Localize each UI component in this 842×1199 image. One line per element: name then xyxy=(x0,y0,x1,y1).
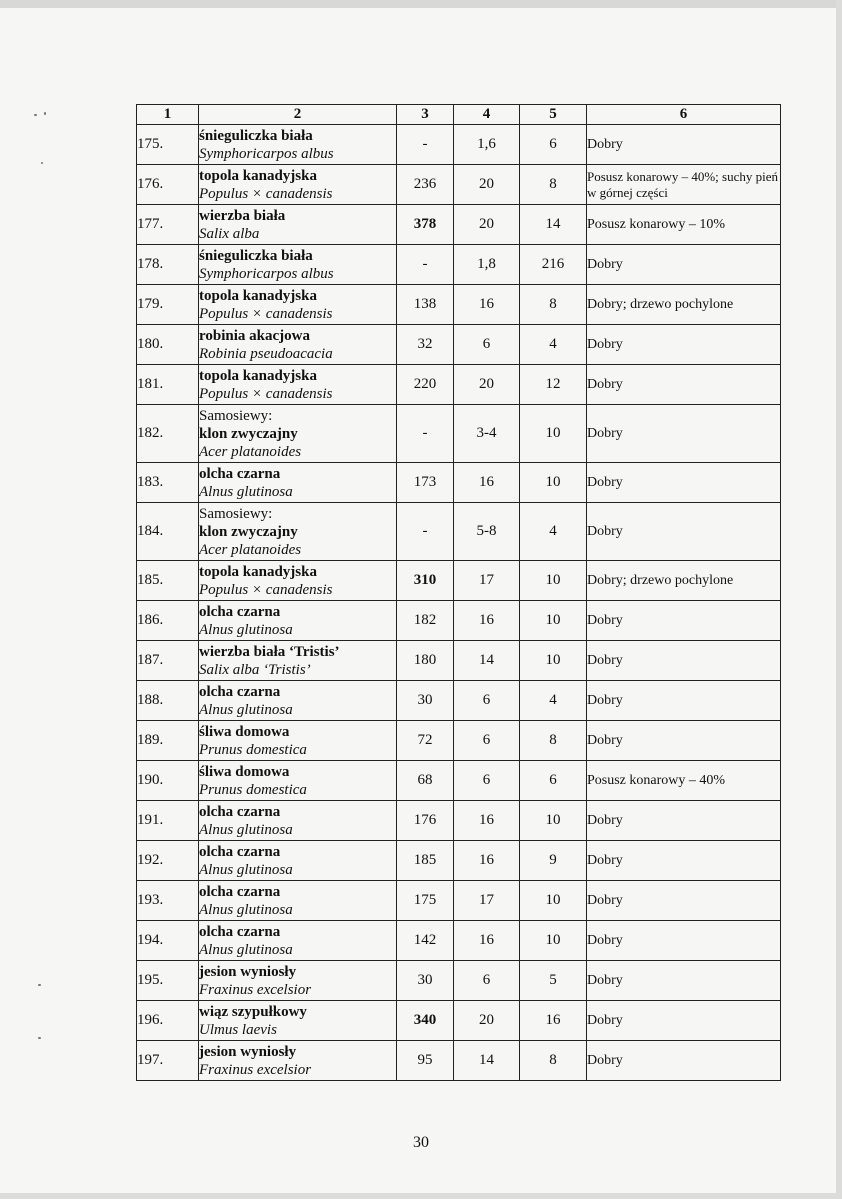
species-cell xyxy=(199,681,397,721)
column-3-value: 180 xyxy=(397,641,454,681)
species-common-name: klon zwyczajny xyxy=(199,523,298,540)
column-4-value: 16 xyxy=(454,285,520,325)
column-3-value: - xyxy=(397,503,454,561)
species-cell xyxy=(199,245,397,285)
column-5-value: 5 xyxy=(520,961,587,1001)
species-latin-name: Fraxinus excelsior xyxy=(199,1061,312,1078)
condition-cell: Dobry; drzewo pochylone xyxy=(587,285,781,325)
species-cell xyxy=(199,761,397,801)
row-number: 176. xyxy=(137,165,199,205)
species-common-name: śnieguliczka biała xyxy=(199,127,313,144)
species-cell xyxy=(199,125,397,165)
species-cell xyxy=(199,285,397,325)
column-5-value: 10 xyxy=(520,463,587,503)
species-common-name: jesion wyniosły xyxy=(199,1043,297,1060)
row-number: 186. xyxy=(137,601,199,641)
condition-cell: Dobry; drzewo pochylone xyxy=(587,561,781,601)
column-4-value: 17 xyxy=(454,881,520,921)
condition-cell: Dobry xyxy=(587,365,781,405)
column-3-value: 95 xyxy=(397,1041,454,1081)
row-number: 189. xyxy=(137,721,199,761)
column-3-value: 138 xyxy=(397,285,454,325)
column-5-value: 9 xyxy=(520,841,587,881)
column-3-value: 236 xyxy=(397,165,454,205)
column-5-value: 4 xyxy=(520,503,587,561)
column-header: 6 xyxy=(587,105,781,125)
condition-cell: Dobry xyxy=(587,245,781,285)
column-4-value: 14 xyxy=(454,641,520,681)
column-3-value: - xyxy=(397,125,454,165)
condition-cell: Dobry xyxy=(587,921,781,961)
species-cell xyxy=(199,205,397,245)
table-row xyxy=(137,801,781,841)
species-common-name: olcha czarna xyxy=(199,843,281,860)
species-cell xyxy=(199,601,397,641)
table-row xyxy=(137,601,781,641)
row-number: 185. xyxy=(137,561,199,601)
column-4-value: 6 xyxy=(454,961,520,1001)
table-row xyxy=(137,503,781,561)
table-row xyxy=(137,1001,781,1041)
column-4-value: 20 xyxy=(454,1001,520,1041)
row-number: 196. xyxy=(137,1001,199,1041)
scan-speck xyxy=(34,114,37,116)
table-row xyxy=(137,365,781,405)
species-common-name: wiąz szypułkowy xyxy=(199,1003,307,1020)
condition-cell: Dobry xyxy=(587,1001,781,1041)
species-cell xyxy=(199,961,397,1001)
row-number: 193. xyxy=(137,881,199,921)
column-4-value: 16 xyxy=(454,841,520,881)
column-3-value: 176 xyxy=(397,801,454,841)
species-cell xyxy=(199,405,397,463)
column-3-value: 30 xyxy=(397,681,454,721)
condition-cell: Posusz konarowy – 40%; suchy pień w górnej części xyxy=(587,165,781,205)
column-5-value: 10 xyxy=(520,561,587,601)
column-3-value: - xyxy=(397,405,454,463)
column-header: 4 xyxy=(454,105,520,125)
column-4-value: 16 xyxy=(454,601,520,641)
species-common-name: topola kanadyjska xyxy=(199,167,317,184)
row-number: 187. xyxy=(137,641,199,681)
column-4-value: 3-4 xyxy=(454,405,520,463)
column-5-value: 12 xyxy=(520,365,587,405)
table-row xyxy=(137,841,781,881)
row-number: 191. xyxy=(137,801,199,841)
column-header: 2 xyxy=(199,105,397,125)
species-common-name: robinia akacjowa xyxy=(199,327,310,344)
column-header: 1 xyxy=(137,105,199,125)
species-latin-name: Alnus glutinosa xyxy=(199,941,293,958)
table-row xyxy=(137,721,781,761)
table-row xyxy=(137,325,781,365)
column-3-value: 310 xyxy=(397,561,454,601)
table-row xyxy=(137,285,781,325)
species-latin-name: Populus × canadensis xyxy=(199,185,333,202)
column-4-value: 20 xyxy=(454,365,520,405)
species-common-name: jesion wyniosły xyxy=(199,963,297,980)
column-3-value: 185 xyxy=(397,841,454,881)
table-row xyxy=(137,463,781,503)
column-5-value: 8 xyxy=(520,721,587,761)
row-number: 195. xyxy=(137,961,199,1001)
species-latin-name: Symphoricarpos albus xyxy=(199,265,334,282)
column-5-value: 4 xyxy=(520,325,587,365)
row-number: 182. xyxy=(137,405,199,463)
species-latin-name: Robinia pseudoacacia xyxy=(199,345,333,362)
scan-speck xyxy=(44,112,46,115)
species-common-name: olcha czarna xyxy=(199,683,281,700)
table-row xyxy=(137,205,781,245)
column-5-value: 8 xyxy=(520,1041,587,1081)
species-common-name: śliwa domowa xyxy=(199,763,290,780)
column-header: 3 xyxy=(397,105,454,125)
species-latin-name: Ulmus laevis xyxy=(199,1021,277,1038)
table-row xyxy=(137,641,781,681)
row-number: 194. xyxy=(137,921,199,961)
column-3-value: 32 xyxy=(397,325,454,365)
scan-top-edge xyxy=(0,0,842,8)
condition-cell: Dobry xyxy=(587,1041,781,1081)
table-row xyxy=(137,761,781,801)
row-number: 183. xyxy=(137,463,199,503)
condition-cell: Dobry xyxy=(587,681,781,721)
species-cell xyxy=(199,463,397,503)
header-row xyxy=(137,105,781,125)
species-cell xyxy=(199,721,397,761)
condition-cell: Dobry xyxy=(587,503,781,561)
scan-right-edge xyxy=(836,0,842,1199)
scan-bottom-edge xyxy=(0,1193,842,1199)
condition-cell: Dobry xyxy=(587,841,781,881)
condition-cell: Dobry xyxy=(587,801,781,841)
species-latin-name: Acer platanoides xyxy=(199,443,302,460)
species-note: Samosiewy: xyxy=(199,505,273,522)
row-number: 177. xyxy=(137,205,199,245)
species-latin-name: Alnus glutinosa xyxy=(199,901,293,918)
species-cell xyxy=(199,325,397,365)
column-5-value: 16 xyxy=(520,1001,587,1041)
page-number: 30 xyxy=(413,1134,429,1151)
condition-cell: Dobry xyxy=(587,601,781,641)
species-common-name: olcha czarna xyxy=(199,603,281,620)
table-row xyxy=(137,561,781,601)
species-latin-name: Salix alba xyxy=(199,225,260,242)
scan-speck xyxy=(41,162,43,164)
species-common-name: olcha czarna xyxy=(199,923,281,940)
column-5-value: 216 xyxy=(520,245,587,285)
row-number: 180. xyxy=(137,325,199,365)
column-5-value: 6 xyxy=(520,125,587,165)
species-cell xyxy=(199,561,397,601)
table-row xyxy=(137,1041,781,1081)
species-cell xyxy=(199,1041,397,1081)
species-latin-name: Acer platanoides xyxy=(199,541,302,558)
column-4-value: 5-8 xyxy=(454,503,520,561)
species-latin-name: Populus × canadensis xyxy=(199,385,333,402)
condition-cell: Posusz konarowy – 10% xyxy=(587,205,781,245)
column-5-value: 10 xyxy=(520,921,587,961)
species-common-name: olcha czarna xyxy=(199,803,281,820)
condition-cell: Dobry xyxy=(587,405,781,463)
species-cell xyxy=(199,641,397,681)
column-4-value: 16 xyxy=(454,801,520,841)
condition-cell: Posusz konarowy – 40% xyxy=(587,761,781,801)
species-common-name: topola kanadyjska xyxy=(199,287,317,304)
species-latin-name: Alnus glutinosa xyxy=(199,483,293,500)
column-4-value: 1,8 xyxy=(454,245,520,285)
condition-cell: Dobry xyxy=(587,961,781,1001)
species-cell xyxy=(199,165,397,205)
species-latin-name: Alnus glutinosa xyxy=(199,701,293,718)
species-latin-name: Alnus glutinosa xyxy=(199,821,293,838)
column-header: 5 xyxy=(520,105,587,125)
species-latin-name: Alnus glutinosa xyxy=(199,621,293,638)
column-3-value: 378 xyxy=(397,205,454,245)
column-3-value: - xyxy=(397,245,454,285)
row-number: 179. xyxy=(137,285,199,325)
species-latin-name: Fraxinus excelsior xyxy=(199,981,312,998)
species-latin-name: Alnus glutinosa xyxy=(199,861,293,878)
table-row xyxy=(137,165,781,205)
row-number: 178. xyxy=(137,245,199,285)
species-common-name: olcha czarna xyxy=(199,465,281,482)
species-cell xyxy=(199,881,397,921)
species-common-name: wierzba biała ‘Tristis’ xyxy=(199,643,340,660)
column-5-value: 14 xyxy=(520,205,587,245)
column-5-value: 6 xyxy=(520,761,587,801)
column-5-value: 8 xyxy=(520,285,587,325)
scan-speck xyxy=(38,1037,41,1039)
column-3-value: 30 xyxy=(397,961,454,1001)
table-row xyxy=(137,681,781,721)
row-number: 181. xyxy=(137,365,199,405)
row-number: 175. xyxy=(137,125,199,165)
row-number: 197. xyxy=(137,1041,199,1081)
column-4-value: 6 xyxy=(454,721,520,761)
column-3-value: 340 xyxy=(397,1001,454,1041)
species-cell xyxy=(199,921,397,961)
species-common-name: wierzba biała xyxy=(199,207,286,224)
column-3-value: 68 xyxy=(397,761,454,801)
column-5-value: 10 xyxy=(520,405,587,463)
column-4-value: 6 xyxy=(454,761,520,801)
species-latin-name: Salix alba ‘Tristis’ xyxy=(199,661,311,678)
condition-cell: Dobry xyxy=(587,881,781,921)
table-row xyxy=(137,961,781,1001)
column-5-value: 10 xyxy=(520,641,587,681)
column-3-value: 142 xyxy=(397,921,454,961)
condition-cell: Dobry xyxy=(587,641,781,681)
column-5-value: 10 xyxy=(520,881,587,921)
condition-cell: Dobry xyxy=(587,721,781,761)
column-3-value: 72 xyxy=(397,721,454,761)
species-cell xyxy=(199,1001,397,1041)
tree-inventory-table xyxy=(136,104,781,1081)
row-number: 184. xyxy=(137,503,199,561)
species-latin-name: Prunus domestica xyxy=(199,781,307,798)
species-common-name: śliwa domowa xyxy=(199,723,290,740)
scan-speck xyxy=(38,984,41,986)
species-latin-name: Populus × canadensis xyxy=(199,581,333,598)
species-note: Samosiewy: xyxy=(199,407,273,424)
species-latin-name: Symphoricarpos albus xyxy=(199,145,334,162)
row-number: 188. xyxy=(137,681,199,721)
table-row xyxy=(137,921,781,961)
row-number: 190. xyxy=(137,761,199,801)
column-4-value: 20 xyxy=(454,205,520,245)
column-3-value: 175 xyxy=(397,881,454,921)
condition-cell: Dobry xyxy=(587,463,781,503)
column-4-value: 20 xyxy=(454,165,520,205)
table-row xyxy=(137,125,781,165)
column-5-value: 8 xyxy=(520,165,587,205)
row-number: 192. xyxy=(137,841,199,881)
column-4-value: 14 xyxy=(454,1041,520,1081)
species-cell xyxy=(199,365,397,405)
condition-cell: Dobry xyxy=(587,125,781,165)
species-cell xyxy=(199,503,397,561)
column-4-value: 6 xyxy=(454,325,520,365)
species-common-name: śnieguliczka biała xyxy=(199,247,313,264)
column-5-value: 4 xyxy=(520,681,587,721)
species-common-name: topola kanadyjska xyxy=(199,367,317,384)
species-cell xyxy=(199,801,397,841)
species-common-name: olcha czarna xyxy=(199,883,281,900)
column-4-value: 1,6 xyxy=(454,125,520,165)
column-4-value: 6 xyxy=(454,681,520,721)
column-4-value: 16 xyxy=(454,463,520,503)
table-row xyxy=(137,245,781,285)
column-4-value: 16 xyxy=(454,921,520,961)
column-5-value: 10 xyxy=(520,601,587,641)
table-row xyxy=(137,405,781,463)
column-3-value: 173 xyxy=(397,463,454,503)
column-3-value: 220 xyxy=(397,365,454,405)
column-4-value: 17 xyxy=(454,561,520,601)
species-common-name: klon zwyczajny xyxy=(199,425,298,442)
column-3-value: 182 xyxy=(397,601,454,641)
condition-cell: Dobry xyxy=(587,325,781,365)
species-latin-name: Prunus domestica xyxy=(199,741,307,758)
species-common-name: topola kanadyjska xyxy=(199,563,317,580)
table-row xyxy=(137,881,781,921)
species-cell xyxy=(199,841,397,881)
column-5-value: 10 xyxy=(520,801,587,841)
species-latin-name: Populus × canadensis xyxy=(199,305,333,322)
